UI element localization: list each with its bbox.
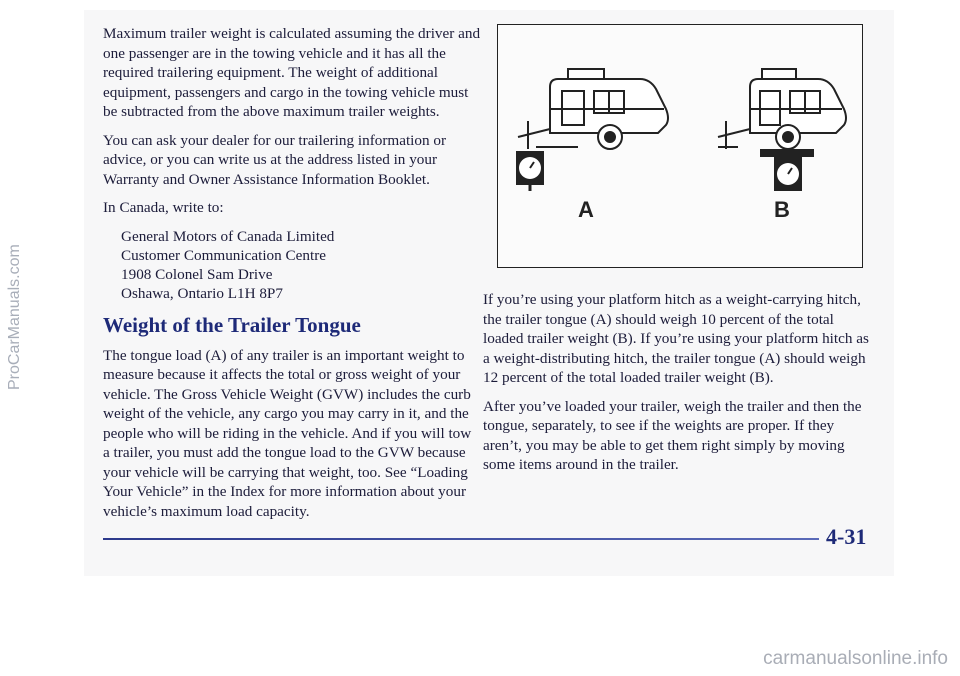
side-watermark: ProCarManuals.com <box>6 244 23 390</box>
address-line: 1908 Colonel Sam Drive <box>121 265 273 283</box>
paragraph-trailer-weight: Maximum trailer weight is calculated assuming the driver and one passenger are in the towing vehicle and it has all the required trailering equipment. The weight of additional equipment, passengers and cargo in the towing vehicle must be subtracted from the above maximum trailer weights. <box>103 25 481 120</box>
paragraph-canada: In Canada, write to: <box>103 199 224 216</box>
canada-address <box>121 227 481 303</box>
paragraph-hitch-percent: If you’re using your platform hitch as a weight-carrying hitch, the trailer tongue (A) should weigh 10 percent of the total loaded trailer weight (B). If you’re using your platform hitch as a weight-distributing hitch, the trailer tongue (A) should weigh 12 percent of the total loaded trailer weight (B). <box>483 291 869 386</box>
paragraph-tongue-load: The tongue load (A) of any trailer is an important weight to measure because it affects the total or gross weight of your vehicle. The Gross Vehicle Weight (GVW) includes the curb weight of the vehicle, any cargo you may carry in it, and the people who will be riding in the vehicle. And if you will tow a trailer, you must add the tongue load to the GVW because your vehicle will be carrying that weight, too. See “Loading Your Vehicle” in the Index for more information about your vehicle’s maximum load capacity. <box>103 346 472 520</box>
scale-b-icon <box>760 149 814 191</box>
right-column <box>483 290 873 484</box>
scale-a-icon <box>516 151 544 191</box>
paragraph-weigh-trailer: After you’ve loaded your trailer, weigh the trailer and then the tongue, separately, to see if the weights are proper. If they aren’t, you may be able to get them right simply by moving some items around in the trailer. <box>483 397 862 473</box>
address-line: General Motors of Canada Limited <box>121 227 335 245</box>
trailer-illustration <box>498 25 864 269</box>
address-line: Oshawa, Ontario L1H 8P7 <box>121 284 283 302</box>
left-column <box>103 24 481 530</box>
figure-label-a: A <box>578 197 594 222</box>
footer-rule <box>103 538 819 540</box>
figure-label-b: B <box>774 197 790 222</box>
address-line: Customer Communication Centre <box>121 246 327 264</box>
section-heading: Weight of the Trailer Tongue <box>103 312 361 337</box>
trailer-a-drawing <box>518 69 668 149</box>
site-watermark: carmanualsonline.info <box>763 648 948 669</box>
page-number: 4-31 <box>826 524 867 549</box>
paragraph-dealer-advice: You can ask your dealer for our trailering information or advice, or you can write us at the address listed in your Warranty and Owner Assistance Information Booklet. <box>103 131 447 188</box>
trailer-b-drawing <box>718 69 846 149</box>
trailer-weighing-figure <box>497 24 863 268</box>
